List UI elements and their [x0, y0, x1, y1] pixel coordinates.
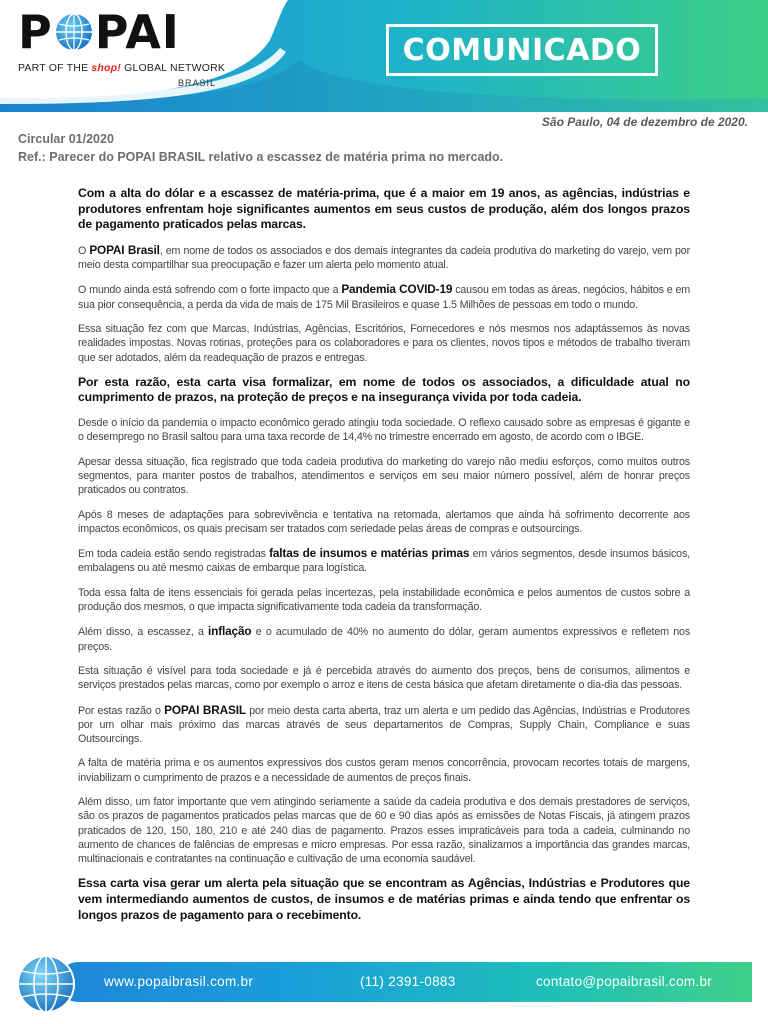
circular-number: Circular 01/2020 — [18, 132, 114, 146]
letter-reference: Ref.: Parecer do POPAI BRASIL relativo a escassez de matéria prima no mercado. — [18, 150, 504, 164]
footer-email-link[interactable]: contato@popaibrasil.com.br — [536, 974, 713, 989]
popai-logo — [18, 5, 180, 59]
paragraph-efforts: Apesar dessa situação, fica registrado que toda cadeia produtiva do marketing do varejo não mediu esforços, como muitos outros segmentos, para manter postos de trabalhos, atendimentos e serviços em seu maior número possível, além de honrar preços praticados ou contratos. — [78, 455, 690, 497]
paragraph-payment-terms: Além disso, um fator importante que vem atingindo seriamente a saúde da cadeia produtiva e dos demais prestadores de serviços, são os prazos de pagamentos praticados pelas marcas que de 60 e 90 dias após as emissões de Notas Fiscais, já atingem prazos praticados de 120, 150, 180, 210 e até 240 dias de pagamento. Prazos esses impraticáveis para toda a cadeia, culminando no aumento de chances de falências de empresas e micro empresas. Por essa razão, sinalizamos a importância das grandes marcas, multinacionais e contratantes na continuação e cultivação de uma economia saudável. — [78, 795, 690, 866]
paragraph-visible-situation: Esta situação é visível para toda sociedade e já é percebida através do aumento dos preços, bens de consumos, alimentos e serviços prestados pelas marcas, como por exemplo o arroz e itens de cesta básica que afetam diretamente o dia-dia das pessoas. — [78, 664, 690, 692]
footer-globe-icon — [16, 954, 76, 1014]
paragraph-intro: Com a alta do dólar e a escassez de matéria-prima, que é a maior em 19 anos, as agências, indústrias e produtores enfrentam hoje significantes aumentos em seus custos de produção, além dos longos prazos de pagamento praticados pelas marcas. — [78, 186, 690, 232]
p9-bold: faltas de insumos e matérias primas — [269, 546, 470, 561]
letterhead-footer — [0, 948, 768, 1024]
letterhead-header — [0, 0, 768, 112]
p3-bold: Pandemia COVID-19 — [341, 282, 453, 297]
paragraph-raw-material: A falta de matéria prima e os aumentos expressivos dos custos geram menos concorrência, provocam recortes totais de margens, inviabilizam o cumprimento de prazos e a necessidade de aumentos de preços finais. — [78, 757, 690, 784]
footer-website-link[interactable]: www.popaibrasil.com.br — [104, 974, 254, 989]
logo-letters-pai: PAI — [94, 5, 180, 59]
p2-post: , em nome de todos os associados e dos demais integrantes da cadeia produtiva do marketing do varejo, vem por meio desta compartilhar sua preocupação e fazer um alerta pelo momento atual. — [78, 244, 690, 272]
p3-post: causou em todas as áreas, negócios, hábitos e em sua pior consequência, a perda da vida de mais de 175 Mil Brasileiros e quase 1.5 Milhões de pessoas em todo o mundo. — [78, 284, 690, 311]
paragraph-uncertainty: Toda essa falta de itens essenciais foi gerada pelas incertezas, pela instabilidade econômica e pelos aumentos de custos sobre a produção dos mesmos, o que impacta significativamente toda cadeia da transformação. — [78, 586, 690, 614]
p9-post: em vários segmentos, desde insumos básicos, embalagens ou até mesmo caixas de embarque para logística. — [78, 548, 690, 575]
p11-pre: Além disso, a escassez, a — [78, 626, 209, 639]
p2-pre: O — [78, 244, 90, 257]
p2-bold: POPAI Brasil — [89, 242, 160, 257]
logo-country: BRASIL — [178, 78, 217, 88]
logo-tagline — [18, 62, 225, 74]
paragraph-economic-impact: Desde o início da pandemia o impacto econômico gerado atingiu toda sociedade. O reflexo causado sobre as empresas é gigante e o desemprego no Brasil saltou para uma taxa recorde de 14,4% no trimestre encerrado em agosto, de acordo com o IBGE. — [78, 417, 690, 444]
letter-date: São Paulo, 04 de dezembro de 2020. — [541, 115, 748, 129]
footer-phone[interactable]: (11) 2391-0883 — [360, 974, 456, 989]
logo-letter-p: P — [18, 5, 53, 59]
paragraph-purpose: Por esta razão, esta carta visa formalizar, em nome de todos os associados, a dificuldade atual no cumprimento de prazos, na proteção de preços e na insegurança vivida por toda cadeia. — [78, 374, 690, 405]
paragraph-pandemic — [78, 282, 690, 312]
p13-post: por meio desta carta aberta, traz um alerta e um pedido das Agências, Indústrias e Produtores por um olhar mais próximo das marcas através de seus departamentos de Compras, Supply Chain, Compliance e suas Outsourcings. — [78, 704, 690, 746]
p9-pre: Em toda cadeia estão sendo registradas — [78, 548, 270, 561]
paragraph-eight-months: Após 8 meses de adaptações para sobrevivência e tentativa na retomada, alertamos que ainda há sofrimento decorrente aos impactos econômicos, os quais precisam ser tratados com seriedade pelas áreas de compras e outsourcings. — [78, 508, 690, 535]
p11-bold: inflação — [208, 624, 252, 639]
paragraph-adaptation: Essa situação fez com que Marcas, Indústrias, Agências, Escritórios, Fornecedores e nós mesmos nos adaptássemos às novas realidades impostas. Novas rotinas, proteções para os colaboradores e para os clientes, novos tipos e métodos de trabalho tiveram que ser adotados, além da readequação de prazos e entregas. — [78, 322, 690, 364]
tagline-pre: PART OF THE — [18, 62, 92, 74]
letter-body — [78, 186, 690, 933]
p13-bold: POPAI BRASIL — [164, 702, 246, 717]
paragraph-shortages — [78, 546, 690, 576]
globe-icon — [54, 12, 94, 52]
paragraph-open-letter — [78, 703, 690, 747]
p11-post: e o acumulado de 40% no aumento do dólar, geram aumentos expressivos e refletem nos preços. — [78, 626, 691, 653]
shop-brand: shop! — [91, 62, 121, 74]
document-title: COMUNICADO — [386, 24, 658, 76]
p3-pre: O mundo ainda está sofrendo com o forte impacto que a — [78, 284, 342, 297]
p13-pre: Por estas razão o — [78, 704, 165, 717]
paragraph-popai-intro — [78, 243, 690, 273]
paragraph-inflation — [78, 624, 690, 654]
tagline-post: GLOBAL NETWORK — [120, 62, 226, 74]
paragraph-closing: Essa carta visa gerar um alerta pela situação que se encontram as Agências, Indústrias e Produtores que vem intermediando aumentos de custos, de insumos e de matérias primas e ainda tendo que enfrentar os longos prazos de pagamento para o recebimento. — [78, 876, 690, 922]
